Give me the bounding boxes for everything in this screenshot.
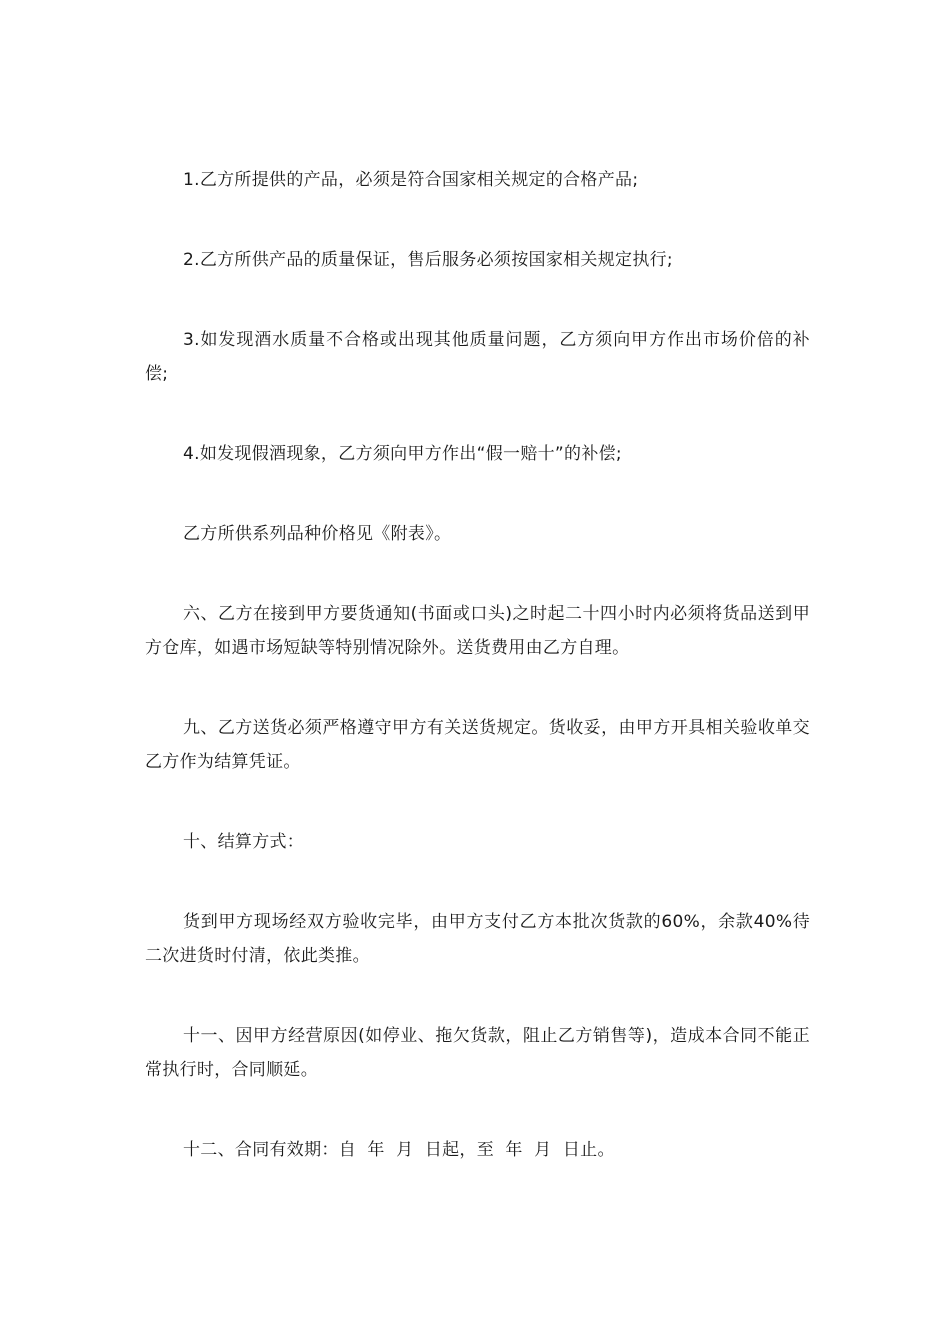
article-11-extension: 十一、因甲方经营原因(如停业、拖欠货款，阻止乙方销售等)，造成本合同不能正常执行时，合同顺延。	[145, 1026, 810, 1080]
settlement-terms: 货到甲方现场经双方验收完毕，由甲方支付乙方本批次货款的60%，余款40%待二次进货时付清，依此类推。	[145, 912, 810, 966]
article-12-validity-period: 十二、合同有效期：自 年 月 日起，至 年 月 日止。	[183, 1140, 615, 1160]
clause-3-quality-compensation: 3.如发现酒水质量不合格或出现其他质量问题，乙方须向甲方作出市场价倍的补偿;	[145, 330, 810, 384]
clause-1-qualified-products: 1.乙方所提供的产品，必须是符合国家相关规定的合格产品;	[183, 170, 639, 190]
article-10-settlement-heading: 十、结算方式：	[183, 832, 305, 852]
article-9-delivery-rules: 九、乙方送货必须严格遵守甲方有关送货规定。货收妥，由甲方开具相关验收单交乙方作为结算凭证。	[145, 718, 810, 772]
clause-2-quality-guarantee: 2.乙方所供产品的质量保证，售后服务必须按国家相关规定执行;	[183, 250, 673, 270]
clause-4-fake-liquor-compensation: 4.如发现假酒现象，乙方须向甲方作出“假一赔十”的补偿;	[183, 444, 622, 464]
article-6-delivery: 六、乙方在接到甲方要货通知(书面或口头)之时起二十四小时内必须将货品送到甲方仓库，如遇市场短缺等特别情况除外。送货费用由乙方自理。	[145, 604, 810, 658]
document-body	[145, 163, 810, 1213]
price-list-reference: 乙方所供系列品种价格见《附表》。	[183, 524, 452, 544]
